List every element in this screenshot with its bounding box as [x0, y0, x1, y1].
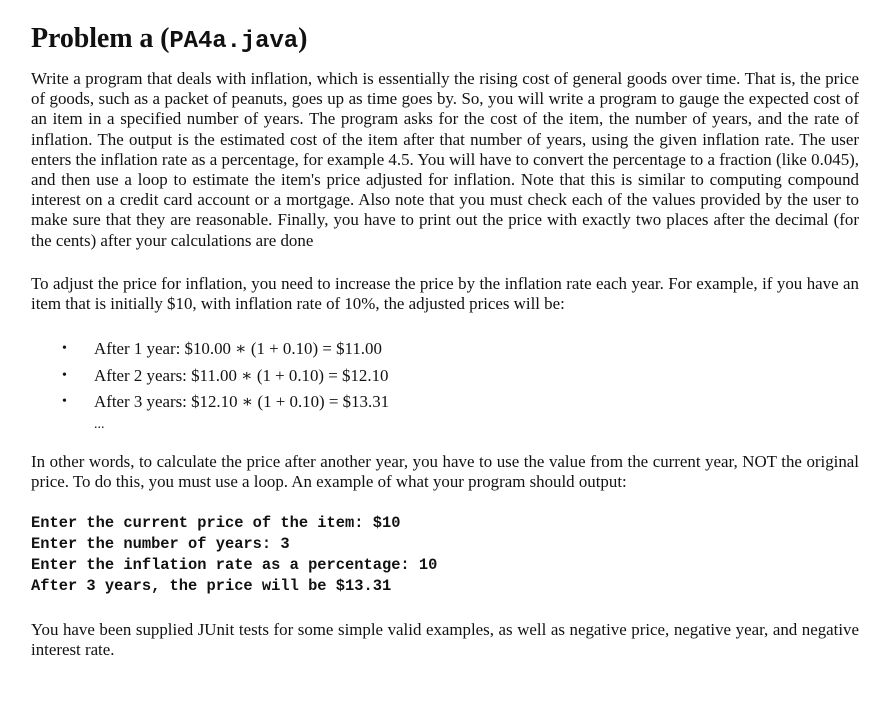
- console-line: After 3 years, the price will be $13.31: [31, 577, 392, 596]
- console-output-block: [31, 513, 859, 597]
- list-item-text: After 2 years: $11.00 ∗ (1 + 0.10) = $12.10: [94, 365, 389, 385]
- bullet-icon: •: [62, 367, 67, 383]
- bullet-icon: •: [62, 394, 67, 410]
- list-ellipsis: ...: [94, 416, 105, 432]
- junit-paragraph: You have been supplied JUnit tests for some simple valid examples, as well as negative price, negative year, and negative interest rate.: [31, 620, 859, 660]
- list-item-text: After 1 year: $10.00 ∗ (1 + 0.10) = $11.00: [94, 339, 382, 359]
- example-list: [31, 336, 859, 416]
- list-item: [31, 363, 859, 390]
- bullet-icon: •: [62, 341, 67, 357]
- document-page: [31, 20, 859, 661]
- list-item: [31, 336, 859, 363]
- problem-heading: [31, 20, 859, 61]
- console-line: Enter the current price of the item: $10: [31, 514, 401, 533]
- heading-filename: PA4a.java: [169, 28, 299, 55]
- heading-prefix: Problem a (: [31, 23, 170, 54]
- list-item-text: After 3 years: $12.10 ∗ (1 + 0.10) = $13.31: [94, 392, 390, 412]
- other-words-paragraph: In other words, to calculate the price after another year, you have to use the value from the current year, NOT the original price. To do this, you must use a loop. An example of what your program should output:: [31, 451, 859, 491]
- heading-suffix: ): [298, 23, 308, 54]
- console-line: Enter the inflation rate as a percentage: 10: [31, 556, 438, 575]
- list-item: [31, 389, 859, 416]
- console-line: Enter the number of years: 3: [31, 535, 290, 554]
- intro-paragraph: Write a program that deals with inflation, which is essentially the rising cost of general goods over time. That is, the price of goods, such as a packet of peanuts, goes up as time goes by. So, you will write a program to gauge the expected cost of an item in a specified number of years. The program asks for the cost of the item, the number of years, and the rate of inflation. The output is the estimated cost of the item after that number of years, using the given inflation rate. The user enters the inflation rate as a percentage, for example 4.5. You will have to convert the percentage to a fraction (like 0.045), and then use a loop to estimate the item's price adjusted for inflation. Note that this is similar to computing compound interest on a credit card account or a mortgage. Also note that you must check each of the values provided by the user to make sure that they are reasonable. Finally, you have to print out the price with exactly two places after the decimal (for the cents) after your calculations are done: [31, 69, 859, 250]
- adjust-paragraph: To adjust the price for inflation, you need to increase the price by the inflation rate each year. For example, if you have an item that is initially $10, with inflation rate of 10%, the adjusted prices will be:: [31, 273, 859, 314]
